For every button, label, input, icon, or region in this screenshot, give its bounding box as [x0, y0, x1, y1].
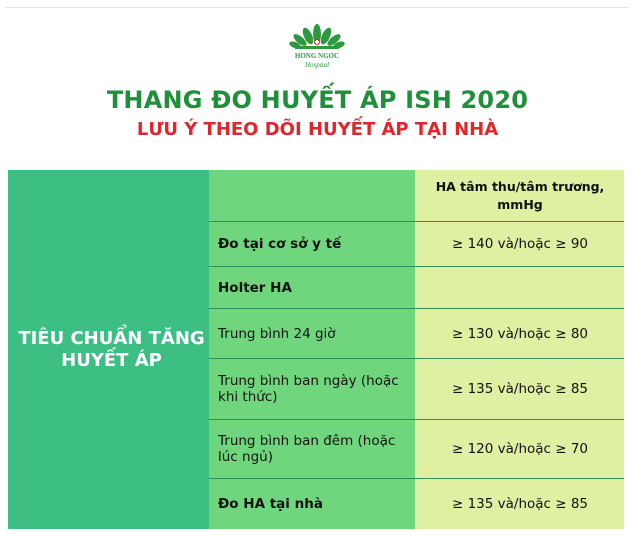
row-label: Trung bình ban đêm (hoặc lúc ngủ) — [209, 420, 415, 478]
table-row — [209, 420, 624, 478]
row-value: ≥ 120 và/hoặc ≥ 70 — [416, 420, 624, 478]
table-header-row — [209, 170, 624, 221]
row-label: Đo tại cơ sở y tế — [209, 222, 415, 266]
row-value — [416, 267, 624, 308]
row-label: Trung bình 24 giờ — [209, 309, 415, 358]
table-row — [209, 222, 624, 266]
table-row — [209, 267, 624, 308]
row-label: Đo HA tại nhà — [209, 479, 415, 529]
empty-header-cell — [209, 170, 415, 221]
row-value: ≥ 135 và/hoặc ≥ 85 — [416, 479, 624, 529]
page-title: THANG ĐO HUYẾT ÁP ISH 2020 — [106, 86, 529, 114]
logo-subtext: Hospital — [304, 61, 330, 69]
table-row — [209, 359, 624, 419]
table-row — [209, 479, 624, 529]
criteria-header-cell: TIÊU CHUẨN TĂNG HUYẾT ÁP — [8, 170, 215, 529]
row-label: Holter HA — [209, 267, 415, 308]
row-value: ≥ 130 và/hoặc ≥ 80 — [416, 309, 624, 358]
hospital-logo — [289, 20, 345, 72]
logo-name: HONG NGOC — [294, 52, 340, 60]
page-subtitle: LƯU Ý THEO DÕI HUYẾT ÁP TẠI NHÀ — [136, 119, 499, 140]
row-label: Trung bình ban ngày (hoặc khi thức) — [209, 359, 415, 419]
row-value: ≥ 140 và/hoặc ≥ 90 — [416, 222, 624, 266]
table-row — [209, 309, 624, 358]
column-header: HA tâm thu/tâm trương, mmHg — [416, 170, 624, 221]
row-value: ≥ 135 và/hoặc ≥ 85 — [416, 359, 624, 419]
